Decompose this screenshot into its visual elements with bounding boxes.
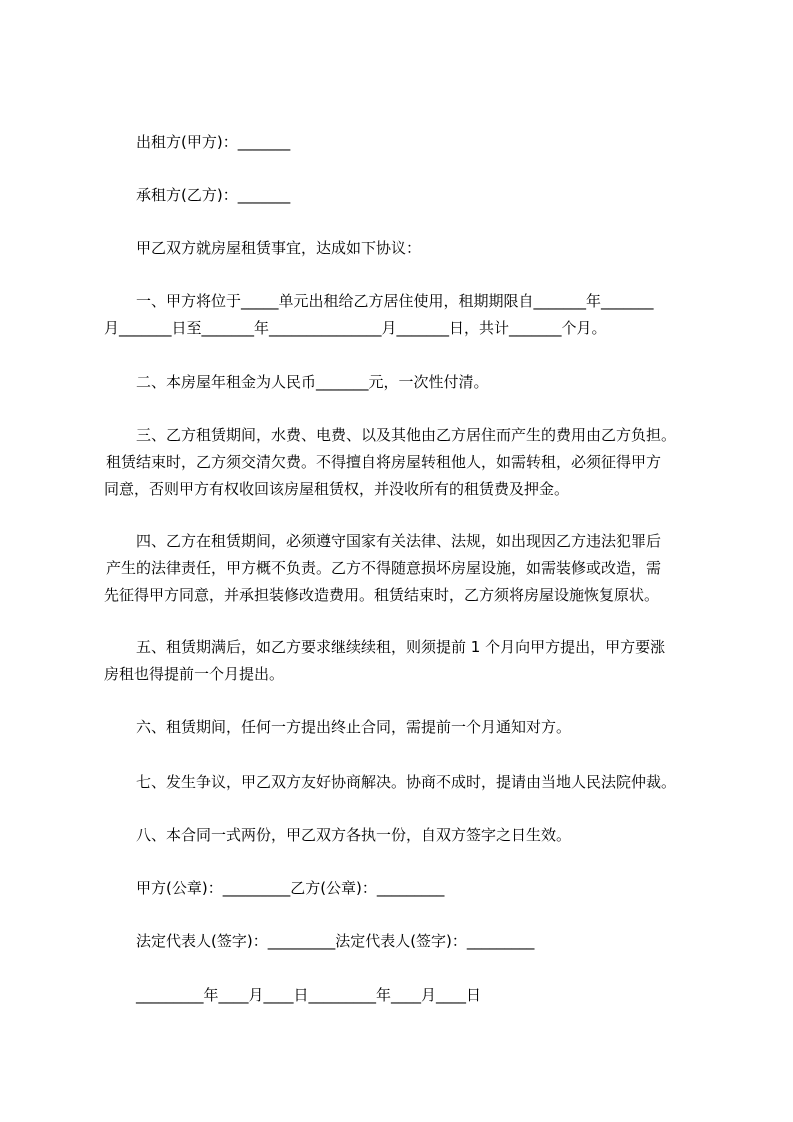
clause-4-line-3: 先征得甲方同意，并承担装修改造费用。租赁结束时，乙方须将房屋设施恢复原状。 xyxy=(104,586,660,604)
clause-1-line-2: 月_______日至_______年_______________月_______日，共计_______个月。 xyxy=(104,319,607,337)
intro-line: 甲乙双方就房屋租赁事宜，达成如下协议： xyxy=(136,239,422,257)
lessor-line: 出租方(甲方)：_______ xyxy=(136,133,291,151)
clause-5-line-1: 五、租赁期满后，如乙方要求继续续租，则须提前 1 个月向甲方提出，甲方要涨 xyxy=(136,638,666,656)
clause-3-line-2: 租赁结束时，乙方须交清欠费。不得擅自将房屋转租他人，如需转租，必须征得甲方 xyxy=(106,453,662,471)
clause-3-line-1: 三、乙方租赁期间，水费、电费、以及其他由乙方居住而产生的费用由乙方负担。 xyxy=(136,426,677,444)
lessee-line: 承租方(乙方)：_______ xyxy=(136,186,291,204)
seal-line: 甲方(公章)：_________乙方(公章)：_________ xyxy=(136,879,445,897)
clause-6-line-1: 六、租赁期间，任何一方提出终止合同，需提前一个月通知对方。 xyxy=(136,718,572,736)
clause-5-line-2: 房租也得提前一个月提出。 xyxy=(104,665,285,683)
clause-4-line-2: 产生的法律责任，甲方概不负责。乙方不得随意损坏房屋设施，如需装修或改造，需 xyxy=(106,559,662,577)
date-line: _________年____月____日_________年____月____日 xyxy=(136,986,482,1004)
clause-7-line-1: 七、发生争议，甲乙双方友好协商解决。协商不成时，提请由当地人民法院仲裁。 xyxy=(136,773,677,791)
clause-2-line-1: 二、本房屋年租金为人民币_______元，一次性付清。 xyxy=(136,373,489,391)
clause-3-line-3: 同意，否则甲方有权收回该房屋租赁权，并没收所有的租赁费及押金。 xyxy=(104,480,570,498)
clause-8-line-1: 八、本合同一式两份，甲乙双方各执一份，自双方签字之日生效。 xyxy=(136,826,572,844)
clause-1-line-1: 一、甲方将位于_____单元出租给乙方居住使用，租期期限自_______年_______ xyxy=(136,292,654,310)
signature-line: 法定代表人(签字)：_________法定代表人(签字)：_________ xyxy=(136,932,535,950)
clause-4-line-1: 四、乙方在租赁期间，必须遵守国家有关法律、法规，如出现因乙方违法犯罪后 xyxy=(136,532,662,550)
